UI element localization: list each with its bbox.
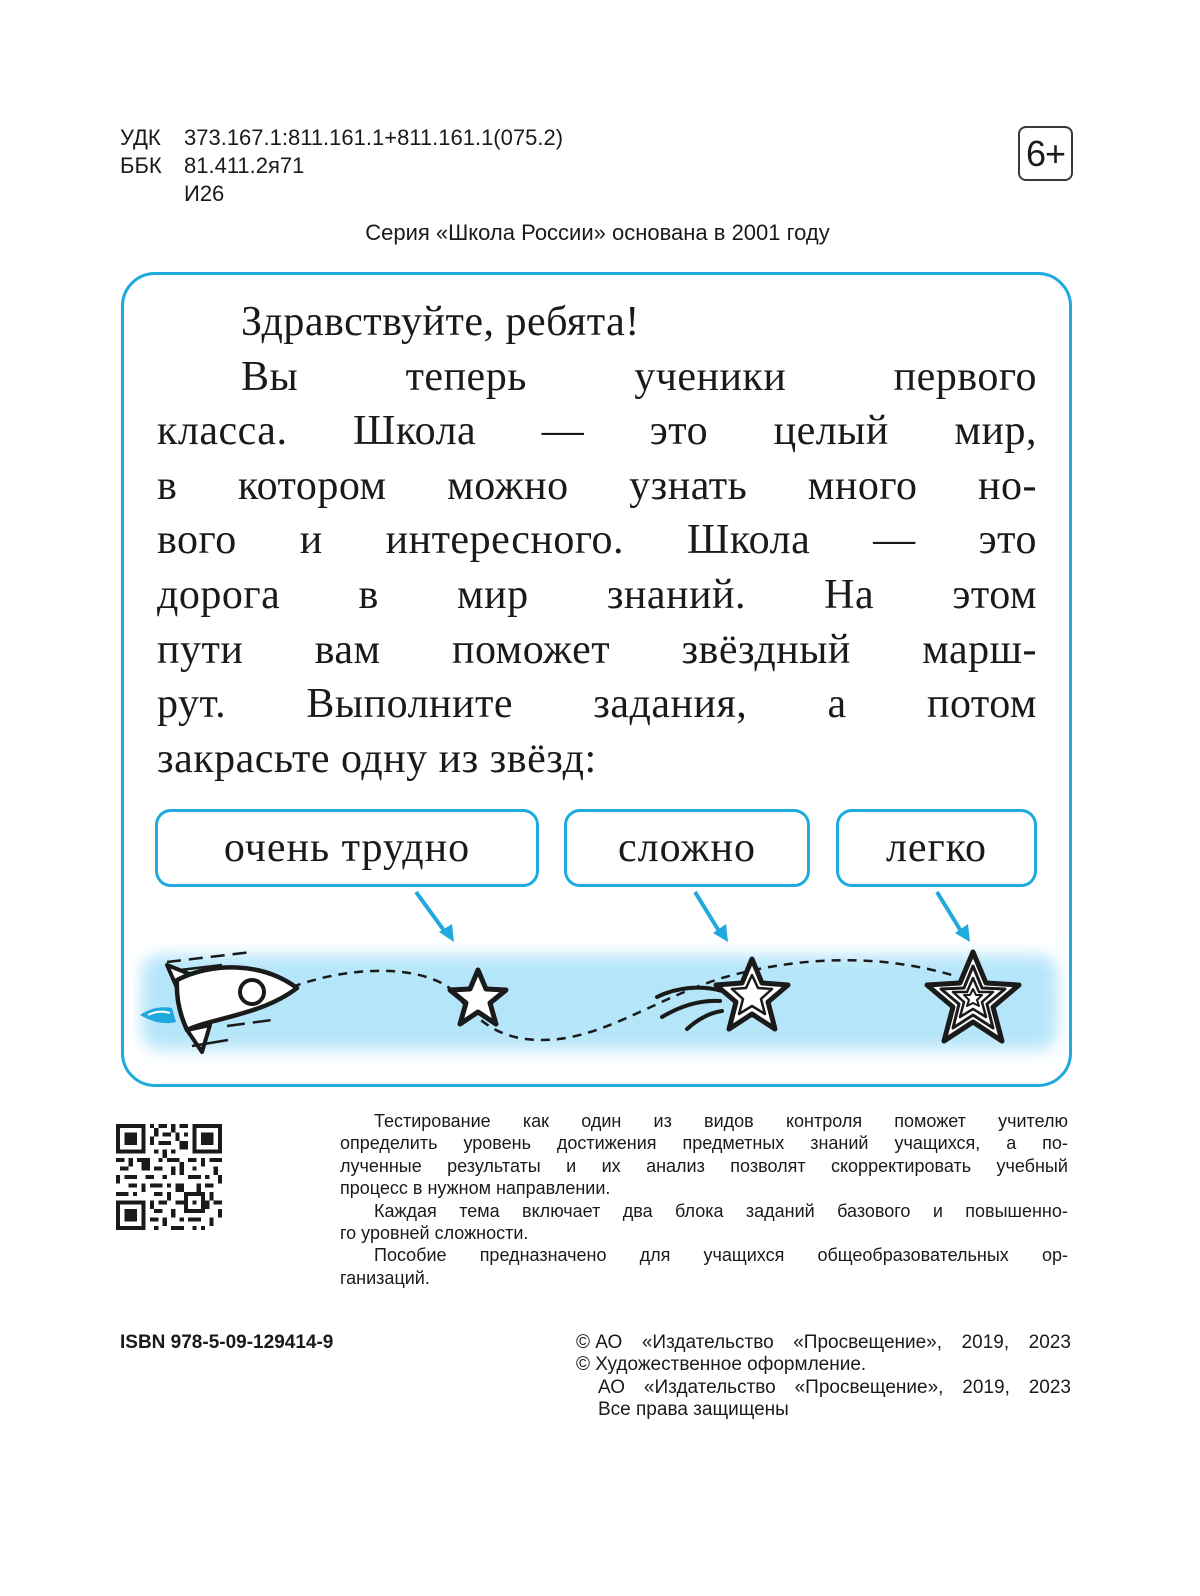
series-line: Серия «Школа России» основана в 2001 году (365, 220, 830, 245)
udk-value: 373.167.1:811.161.1+811.161.1(075.2) (184, 125, 564, 150)
word: марш- (922, 626, 1037, 673)
word: можно (447, 462, 569, 509)
word: потом (926, 681, 1037, 728)
arrow-icon (695, 892, 728, 942)
word: звёздный (681, 626, 851, 673)
word: два (622, 1200, 653, 1221)
word: общеобразовательных (817, 1245, 1009, 1266)
word: «Издательство (641, 1332, 774, 1353)
udk-row (120, 124, 563, 152)
author-mark-row (120, 180, 563, 208)
word: Каждая (374, 1200, 437, 1221)
word: анализ (646, 1155, 705, 1176)
word: На (824, 571, 875, 618)
word: лученные (340, 1155, 422, 1176)
word: знаний (810, 1133, 869, 1154)
bbk-value: 81.411.2я71 (184, 153, 305, 178)
word: первого (893, 353, 1037, 400)
word: повышенно- (965, 1200, 1068, 1221)
word: их (601, 1155, 621, 1176)
word: поможет (451, 626, 611, 673)
word: теперь (405, 353, 527, 400)
bbk-row (120, 152, 563, 180)
copyright-line (576, 1377, 1071, 1399)
about-text (340, 1110, 1068, 1289)
age-rating-badge: 6+ (1018, 126, 1073, 181)
word: определить (340, 1133, 438, 1154)
greeting-line (157, 677, 1037, 732)
about-line (340, 1132, 1068, 1154)
word: пути (157, 626, 244, 673)
greeting-line (157, 350, 1037, 405)
word: скорректировать (830, 1155, 972, 1176)
word: «Просвещение», (794, 1376, 944, 1398)
author-mark: И26 (184, 181, 225, 206)
about-line (340, 1200, 1068, 1222)
word: «Издательство (643, 1376, 776, 1398)
about-line: ганизаций. (340, 1267, 430, 1288)
word: контроля (785, 1111, 863, 1131)
word: блока (675, 1200, 724, 1221)
isbn: ISBN 978-5-09-129414-9 (120, 1332, 334, 1353)
word: задания, (593, 681, 748, 728)
word: учащихся (703, 1245, 785, 1266)
word: Вы (241, 353, 299, 400)
word: в (358, 571, 379, 618)
word: заданий (745, 1200, 815, 1221)
word: этом (952, 571, 1037, 618)
word: дорога (157, 571, 281, 618)
word: и (299, 517, 323, 564)
word: 2023 (1028, 1332, 1071, 1353)
word: Тестирование (374, 1111, 491, 1131)
about-line: процесс в нужном направлении. (340, 1178, 611, 1199)
word: мир (457, 571, 529, 618)
greeting-line (157, 568, 1037, 623)
bibliographic-block (120, 124, 563, 208)
word: мир, (954, 408, 1037, 455)
greeting-line: Здравствуйте, ребята! (241, 299, 640, 345)
word: АО (598, 1376, 626, 1398)
word: но- (978, 462, 1037, 509)
word: — (541, 408, 585, 455)
copyright-block (576, 1332, 1071, 1422)
word: и (932, 1200, 943, 1221)
word: — (873, 517, 916, 564)
word: позволят (730, 1155, 806, 1176)
udk-label: УДК (120, 125, 161, 150)
word: поможет (894, 1111, 966, 1131)
word: «Просвещение», (793, 1332, 943, 1353)
arrow-icon (937, 892, 970, 942)
word: много (807, 462, 918, 509)
word: Пособие (374, 1245, 447, 1266)
difficulty-easy-bubble: легко (836, 809, 1037, 887)
about-line (340, 1110, 1068, 1132)
word: Школа (687, 517, 811, 564)
word: учителю (998, 1111, 1068, 1131)
word: котором (237, 462, 387, 509)
word: целый (773, 408, 889, 455)
word: по- (1042, 1133, 1068, 1154)
about-line (340, 1155, 1068, 1177)
word: 2019, (961, 1332, 1010, 1353)
word: предназначено (479, 1245, 607, 1266)
word: 2019, (962, 1376, 1010, 1398)
copyright-line: Все права защищены (598, 1399, 789, 1421)
word: достижения (556, 1133, 657, 1154)
word: базового (837, 1200, 911, 1221)
word: для (639, 1245, 671, 1266)
about-line (340, 1244, 1068, 1266)
word: а (1006, 1133, 1017, 1154)
word: предметных (682, 1133, 785, 1154)
word: как (522, 1111, 550, 1131)
about-line: го уровней сложности. (340, 1223, 529, 1244)
word: видов (704, 1111, 754, 1131)
arrow-icon (416, 892, 454, 942)
word: включает (522, 1200, 601, 1221)
word: результаты (447, 1155, 541, 1176)
word: это (649, 408, 709, 455)
word: вого (157, 517, 237, 564)
star-route-illustration (132, 880, 1072, 1070)
qr-code-icon[interactable] (116, 1124, 222, 1230)
difficulty-hard-bubble: сложно (564, 809, 810, 887)
word: рут. (157, 681, 227, 728)
word: ор- (1041, 1245, 1068, 1266)
word: это (978, 517, 1037, 564)
word: уровень (463, 1133, 531, 1154)
word: знаний. (606, 571, 746, 618)
word: в (157, 462, 178, 509)
word: Школа (352, 408, 477, 455)
copyright-line (576, 1332, 1071, 1354)
word: тема (459, 1200, 500, 1221)
word: 2023 (1028, 1376, 1071, 1398)
difficulty-very-hard-bubble: очень трудно (155, 809, 539, 887)
word: интересного. (385, 517, 625, 564)
word: из (653, 1111, 672, 1131)
word: один (581, 1111, 622, 1131)
word: учащихся, (894, 1133, 981, 1154)
copyright-line: © Художественное оформление. (576, 1354, 867, 1376)
greeting-line: закрасьте одну из звёзд: (157, 735, 597, 782)
greeting-line (157, 513, 1037, 568)
word: класса. (157, 408, 288, 455)
word: и (566, 1155, 577, 1176)
bbk-label: ББК (120, 153, 162, 178)
greeting-line (157, 404, 1037, 459)
word: учебный (996, 1155, 1068, 1176)
word: узнать (629, 462, 748, 509)
greeting-text (157, 295, 1037, 786)
word: Выполните (306, 681, 513, 728)
word: а (827, 681, 847, 728)
word: вам (314, 626, 381, 673)
word: © АО (576, 1332, 623, 1353)
greeting-line (157, 459, 1037, 514)
greeting-line (157, 623, 1037, 678)
word: ученики (634, 353, 787, 400)
